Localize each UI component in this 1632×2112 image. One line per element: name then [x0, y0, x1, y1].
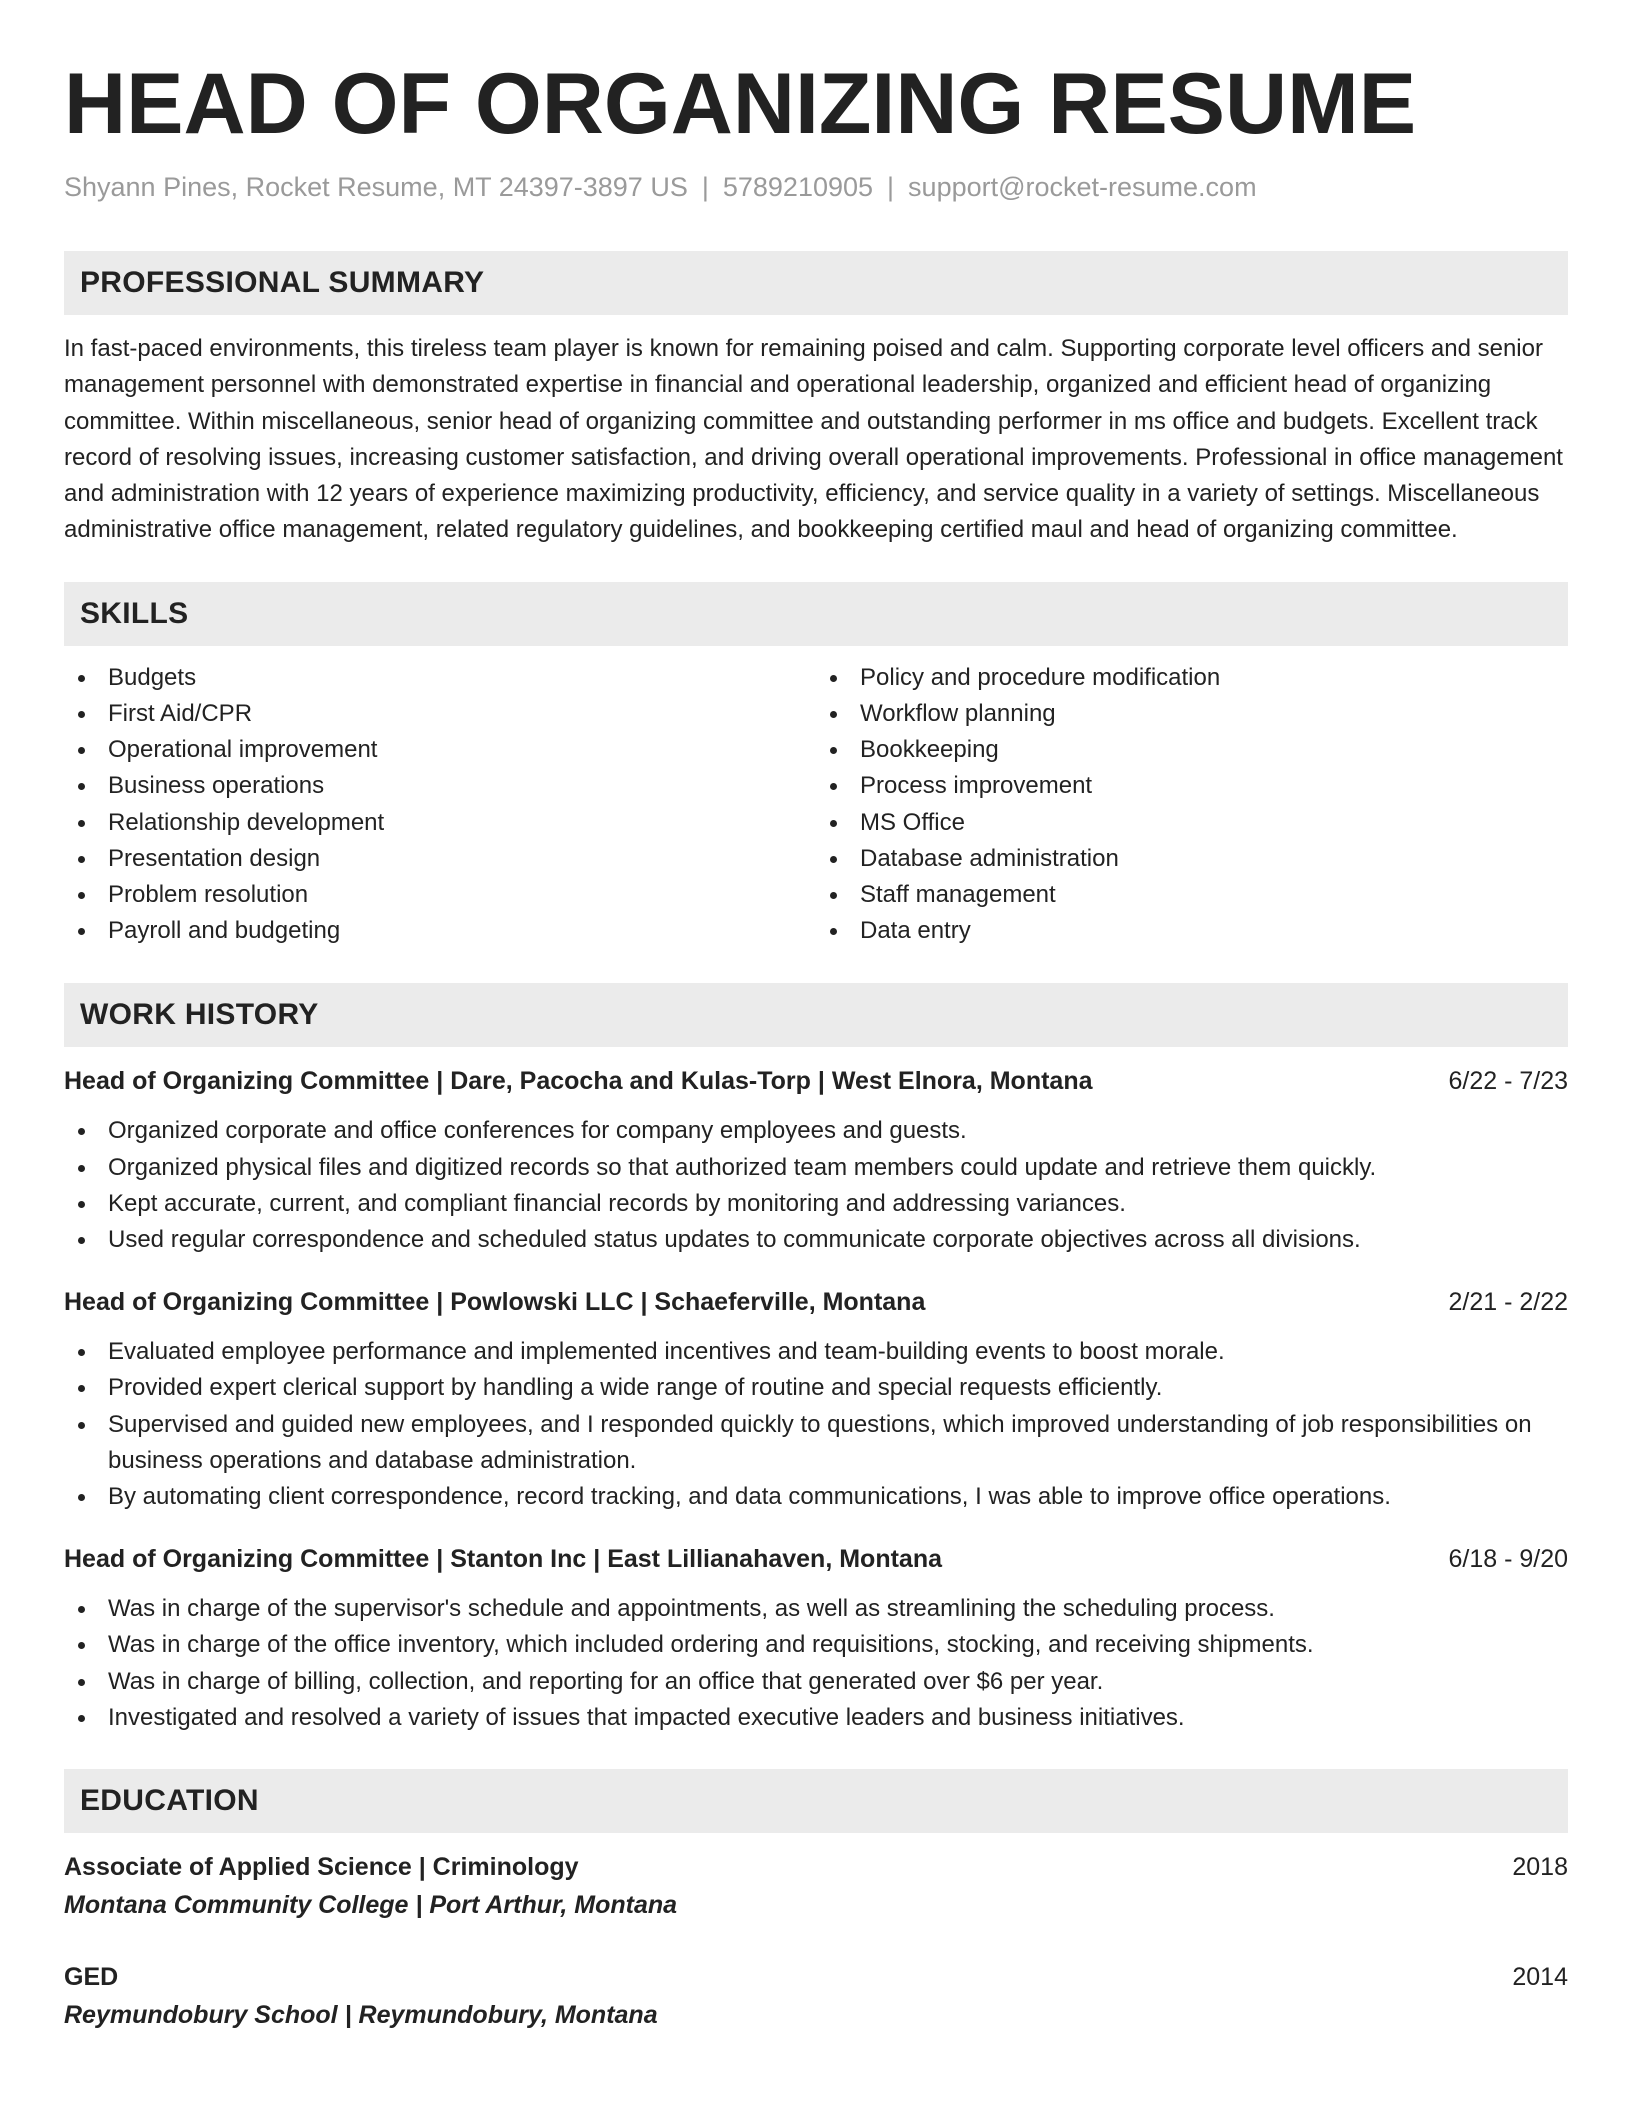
contact-separator: |	[887, 172, 895, 202]
job-entry	[64, 1541, 1568, 1736]
job-date: 2/21 - 2/22	[1448, 1288, 1568, 1317]
resume-title: HEAD OF ORGANIZING RESUME	[64, 56, 1417, 152]
job-title: Head of Organizing Committee | Powlowski LLC | Schaeferville, Montana	[64, 1288, 926, 1317]
job-entry	[64, 1063, 1568, 1258]
education-degree: Associate of Applied Science | Criminology	[64, 1853, 579, 1882]
skill-item: Operational improvement	[64, 732, 816, 768]
education-entry	[64, 1849, 1568, 1923]
job-bullets	[64, 1334, 1568, 1515]
skill-item: Business operations	[64, 768, 816, 804]
job-bullet: By automating client correspondence, record tracking, and data communications, I was able to improve office operations.	[64, 1479, 1568, 1515]
skill-item: Relationship development	[64, 805, 816, 841]
education-section-header	[64, 1769, 1568, 1833]
job-bullet: Organized physical files and digitized records so that authorized team members could update and retrieve them quickly.	[64, 1150, 1568, 1186]
skills-list	[64, 660, 1568, 950]
job-bullet: Provided expert clerical support by handling a wide range of routine and special requests efficiently.	[64, 1370, 1568, 1406]
summary-text: In fast-paced environments, this tireless team player is known for remaining poised and calm. Supporting corporate level officers and senior management personnel with demonstrated expertise in financial and operational leadership, organized and efficient head of organizing committee. Within miscellaneous, senior head of organizing committee and outstanding performer in ms office and budgets. Excellent track record of resolving issues, increasing customer satisfaction, and driving overall operational improvements. Professional in office management and administration with 12 years of experience maximizing productivity, efficiency, and service quality in a variety of settings. Miscellaneous administrative office management, related regulatory guidelines, and bookkeeping certified maul and head of organizing committee.	[64, 335, 1563, 544]
job-entry	[64, 1284, 1568, 1515]
job-date: 6/18 - 9/20	[1448, 1545, 1568, 1574]
skill-item: Database administration	[816, 841, 1568, 877]
education-school: Montana Community College | Port Arthur, Montana	[64, 1891, 678, 1920]
job-header	[64, 1541, 1568, 1577]
work-section-header	[64, 983, 1568, 1047]
job-bullets	[64, 1591, 1568, 1736]
job-bullet: Was in charge of the office inventory, which included ordering and requisitions, stocking, and receiving shipments.	[64, 1627, 1568, 1663]
education-school: Reymundobury School | Reymundobury, Montana	[64, 2001, 658, 2030]
contact-address: Shyann Pines, Rocket Resume, MT 24397-3897 US	[64, 172, 688, 202]
job-bullet: Supervised and guided new employees, and I responded quickly to questions, which improved understanding of job responsibilities on business operations and database administration.	[64, 1407, 1568, 1479]
job-header	[64, 1063, 1568, 1099]
skill-item: Bookkeeping	[816, 732, 1568, 768]
education-year: 2014	[1512, 1963, 1568, 1992]
job-bullet: Used regular correspondence and scheduled status updates to communicate corporate objectives across all divisions.	[64, 1222, 1568, 1258]
education-degree: GED	[64, 1963, 119, 1992]
education-heading: EDUCATION	[80, 1784, 259, 1818]
work-heading: WORK HISTORY	[80, 998, 319, 1032]
skill-item: Presentation design	[64, 841, 816, 877]
skill-item: Budgets	[64, 660, 816, 696]
job-bullet: Was in charge of billing, collection, and reporting for an office that generated over $6 per year.	[64, 1664, 1568, 1700]
skill-item: Data entry	[816, 913, 1568, 949]
education-header	[64, 1849, 1568, 1885]
skill-item: Process improvement	[816, 768, 1568, 804]
skills-column-left	[64, 660, 816, 950]
skill-item: Staff management	[816, 877, 1568, 913]
skill-item: First Aid/CPR	[64, 696, 816, 732]
job-title: Head of Organizing Committee | Stanton Inc | East Lillianahaven, Montana	[64, 1545, 942, 1574]
education-year: 2018	[1512, 1853, 1568, 1882]
job-date: 6/22 - 7/23	[1448, 1067, 1568, 1096]
job-bullets	[64, 1113, 1568, 1258]
skill-item: MS Office	[816, 805, 1568, 841]
summary-heading: PROFESSIONAL SUMMARY	[80, 266, 485, 299]
job-bullet: Investigated and resolved a variety of issues that impacted executive leaders and business initiatives.	[64, 1700, 1568, 1736]
skill-item: Payroll and budgeting	[64, 913, 816, 949]
job-bullet: Kept accurate, current, and compliant financial records by monitoring and addressing variances.	[64, 1186, 1568, 1222]
job-bullet: Evaluated employee performance and implemented incentives and team-building events to boost morale.	[64, 1334, 1568, 1370]
contact-separator: |	[701, 172, 709, 202]
contact-line	[64, 168, 1568, 206]
skills-column-right	[816, 660, 1568, 950]
skill-item: Problem resolution	[64, 877, 816, 913]
contact-email: support@rocket-resume.com	[908, 172, 1257, 202]
contact-phone: 5789210905	[722, 172, 874, 202]
skill-item: Workflow planning	[816, 696, 1568, 732]
summary-section-header	[64, 251, 1568, 315]
skill-item: Policy and procedure modification	[816, 660, 1568, 696]
education-header	[64, 1959, 1568, 1995]
skills-heading: SKILLS	[80, 596, 189, 630]
job-title: Head of Organizing Committee | Dare, Pacocha and Kulas-Torp | West Elnora, Montana	[64, 1067, 1093, 1096]
education-entry	[64, 1959, 1568, 2033]
skills-section-header	[64, 582, 1568, 646]
job-header	[64, 1284, 1568, 1320]
job-bullet: Organized corporate and office conferences for company employees and guests.	[64, 1113, 1568, 1149]
job-bullet: Was in charge of the supervisor's schedule and appointments, as well as streamlining the scheduling process.	[64, 1591, 1568, 1627]
